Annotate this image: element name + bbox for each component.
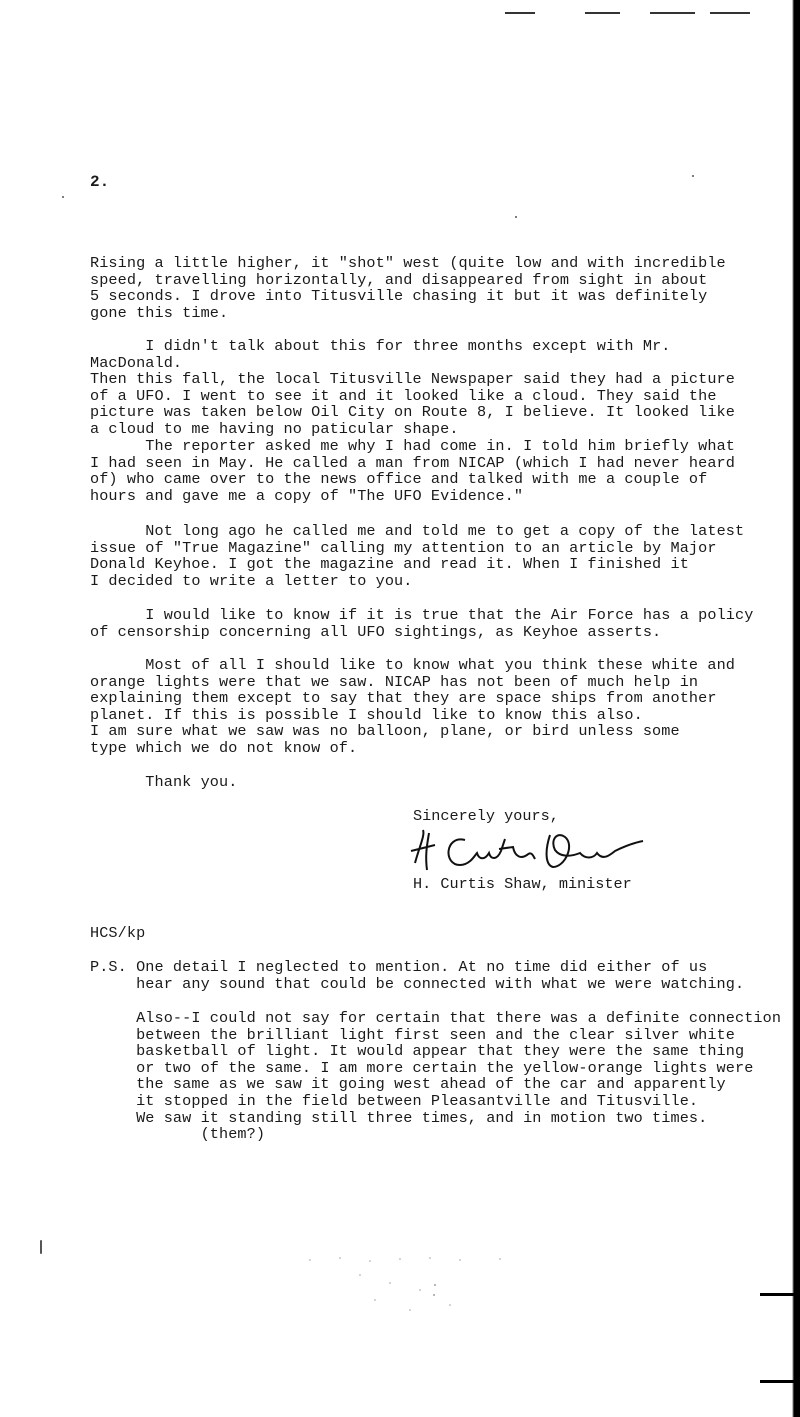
scan-mark: [650, 12, 695, 14]
scan-speck: [515, 216, 517, 218]
scan-mark: [760, 1293, 800, 1296]
paragraph-4: Not long ago he called me and told me to get a copy of the latest issue of "True Magazine" calling my attention to an article by Major Donald Keyhoe. I got the magazine and read it. When I finished it I decided to write a letter to you.: [90, 522, 745, 590]
salutation: Sincerely yours,: [413, 807, 559, 825]
paragraph-2: I didn't talk about this for three months except with Mr. MacDonald. Then this fall, the local Titusville Newspaper said they had a picture of a UFO. I went to see it and it looked like a cloud. They said the picture was taken below Oil City on Route 8, I believe. It looked like a cloud to me having no paticular shape.: [90, 337, 735, 438]
scan-speck: [62, 196, 64, 198]
scan-speck: [692, 175, 694, 177]
scan-speck: [40, 1240, 42, 1254]
scan-edge: [778, 0, 800, 1417]
paragraph-7: Thank you.: [90, 773, 238, 791]
typist-initials: HCS/kp: [90, 924, 146, 942]
paragraph-5: I would like to know if it is true that the Air Force has a policy of censorship concerning all UFO sightings, as Keyhoe asserts.: [90, 606, 754, 641]
paragraph-6: Most of all I should like to know what you think these white and orange lights were that we saw. NICAP has not been of much help in explaining them except to say that they are space ships from another planet. If this is possible I should like to know this also. I am sure what we saw was no balloon, plane, or bird unless some type which we do not know of.: [90, 656, 735, 757]
paragraph-1: Rising a little higher, it "shot" west (quite low and with incredible speed, travelling horizontally, and disappeared from sight in about 5 seconds. I drove into Titusville chasing it but it was definitely gone this time.: [90, 254, 726, 322]
postscript-1: P.S. One detail I neglected to mention. At no time did either of us hear any sound that could be connected with what we were watching.: [90, 958, 745, 993]
scan-mark: [585, 12, 620, 14]
handwritten-signature: [405, 825, 645, 875]
scan-mark: [710, 12, 750, 14]
scan-mark: [760, 1380, 800, 1383]
scan-mark: [505, 12, 535, 14]
scan-noise: [300, 1255, 520, 1315]
signer-name: H. Curtis Shaw, minister: [413, 875, 632, 893]
postscript-2: Also--I could not say for certain that there was a definite connection between the brilliant light first seen and the clear silver white basketball of light. It would appear that they were the same thing or two of the same. I am more certain the yellow-orange lights were the same as we saw it going west ahead of the car and apparently it stopped in the field between Pleasantville and Titusville. We saw it standing still three times, and in motion two times. (them?): [136, 1009, 782, 1144]
paragraph-3: The reporter asked me why I had come in. I told him briefly what I had seen in May. He called a man from NICAP (which I had never heard of) who came over to the news office and talked with me a couple of hours and gave me a copy of "The UFO Evidence.": [90, 437, 735, 505]
page-number: 2.: [90, 173, 110, 191]
